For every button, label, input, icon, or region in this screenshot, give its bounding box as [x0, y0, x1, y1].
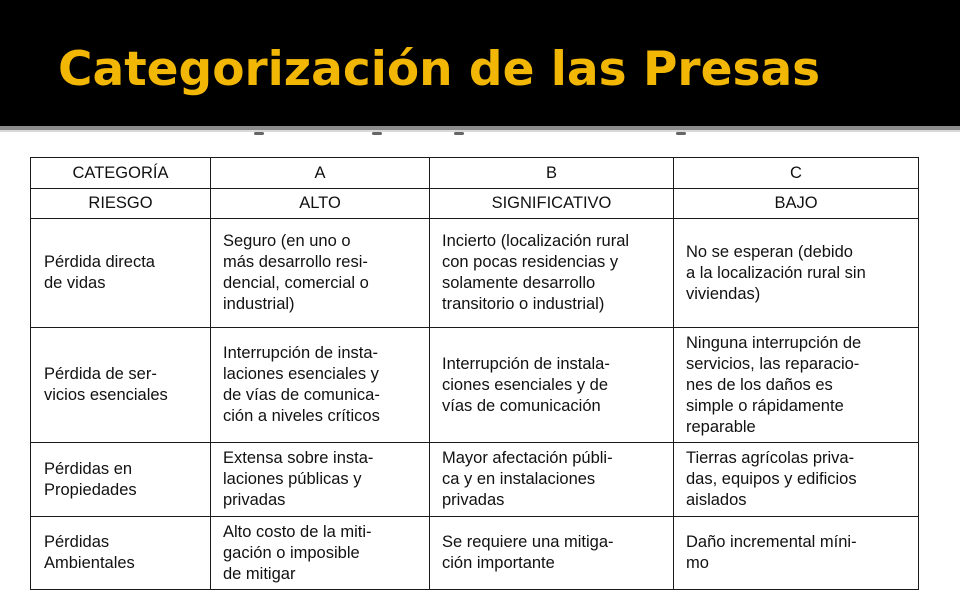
- table-cell: Seguro (en uno o más desarrollo resi- dencial, comercial o industrial): [211, 219, 430, 328]
- row-label: Pérdida directa de vidas: [31, 219, 211, 328]
- header-cell: A: [211, 158, 430, 189]
- table-cell: Tierras agrícolas priva- das, equipos y edificios aislados: [674, 443, 919, 517]
- header-cell: C: [674, 158, 919, 189]
- header-row-category: [31, 158, 919, 189]
- header-cell: ALTO: [211, 189, 430, 219]
- text-fragment: [254, 132, 264, 135]
- table-cell: Interrupción de instala- ciones esenciales y de vías de comunicación: [430, 328, 674, 443]
- slide-header: [0, 0, 960, 126]
- header-cell: CATEGORÍA: [31, 158, 211, 189]
- table-cell: Incierto (localización rural con pocas residencias y solamente desarrollo transitorio o industrial): [430, 219, 674, 328]
- table-cell: Daño incremental míni- mo: [674, 517, 919, 590]
- row-label: Pérdida de ser- vicios esenciales: [31, 328, 211, 443]
- row-label: Pérdidas Ambientales: [31, 517, 211, 590]
- row-label: Pérdidas en Propiedades: [31, 443, 211, 517]
- header-cell: RIESGO: [31, 189, 211, 219]
- table-row: [31, 328, 919, 443]
- table-cell: Mayor afectación públi- ca y en instalaciones privadas: [430, 443, 674, 517]
- slide-title: Categorización de las Presas: [58, 42, 821, 97]
- table-cell: No se esperan (debido a la localización rural sin viviendas): [674, 219, 919, 328]
- table-row: [31, 517, 919, 590]
- text-fragment: [676, 132, 686, 135]
- header-cell: BAJO: [674, 189, 919, 219]
- table-cell: Se requiere una mitiga- ción importante: [430, 517, 674, 590]
- text-fragment: [372, 132, 382, 135]
- header-row-risk: [31, 189, 919, 219]
- table-row: [31, 443, 919, 517]
- cropped-text-fragments: [200, 132, 720, 138]
- header-cell: SIGNIFICATIVO: [430, 189, 674, 219]
- dam-category-table: [30, 157, 919, 590]
- table-row: [31, 219, 919, 328]
- table-cell: Alto costo de la miti- gación o imposible de mitigar: [211, 517, 430, 590]
- table-cell: Ninguna interrupción de servicios, las reparacio- nes de los daños es simple o rápidamente reparable: [674, 328, 919, 443]
- text-fragment: [454, 132, 464, 135]
- header-cell: B: [430, 158, 674, 189]
- table-cell: Extensa sobre insta- laciones públicas y privadas: [211, 443, 430, 517]
- table-cell: Interrupción de insta- laciones esenciales y de vías de comunica- ción a niveles críticos: [211, 328, 430, 443]
